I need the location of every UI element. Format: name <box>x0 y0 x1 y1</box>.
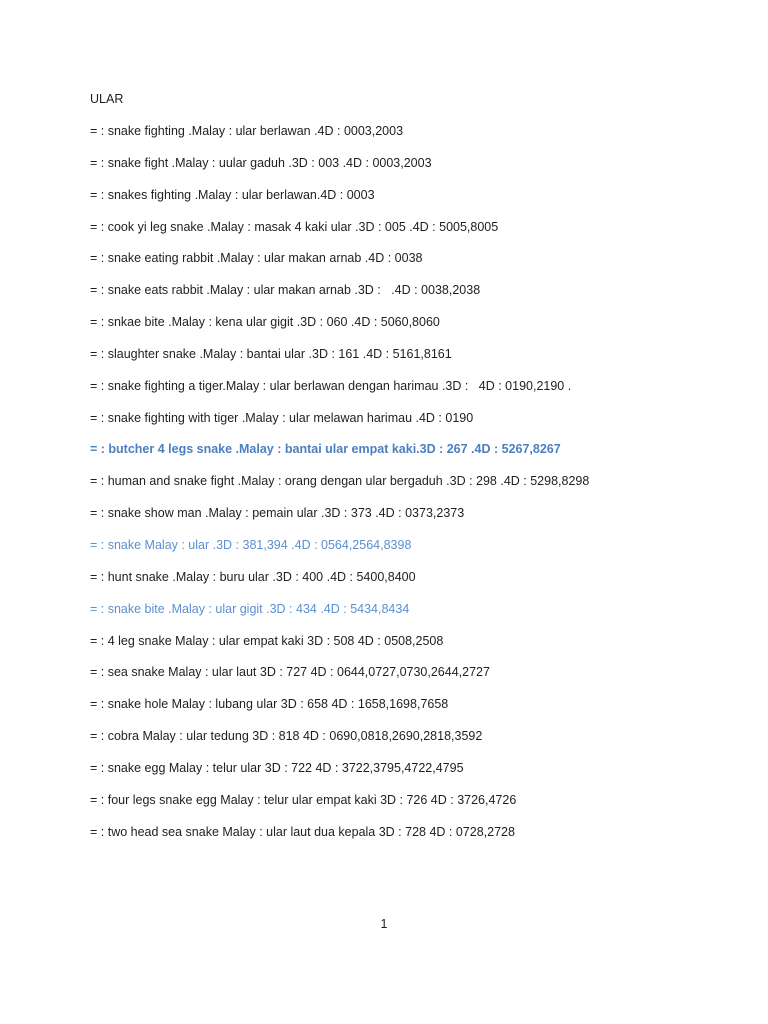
list-item: = : snake fight .Malay : uular gaduh .3D : 003 .4D : 0003,2003 <box>90 155 432 170</box>
list-item: = : cook yi leg snake .Malay : masak 4 kaki ular .3D : 005 .4D : 5005,8005 <box>90 219 499 234</box>
entry-list <box>90 123 589 855</box>
page-number: 1 <box>380 917 388 931</box>
list-item: = : four legs snake egg Malay : telur ular empat kaki 3D : 726 4D : 3726,4726 <box>90 792 517 807</box>
list-item: = : hunt snake .Malay : buru ular .3D : 400 .4D : 5400,8400 <box>90 569 416 584</box>
list-item: = : two head sea snake Malay : ular laut dua kepala 3D : 728 4D : 0728,2728 <box>90 824 515 839</box>
list-item: = : human and snake fight .Malay : orang dengan ular bergaduh .3D : 298 .4D : 5298,8298 <box>90 474 590 489</box>
list-item: = : snake eats rabbit .Malay : ular makan arnab .3D : .4D : 0038,2038 <box>90 283 481 298</box>
document-heading: ULAR <box>90 92 124 106</box>
list-item: = : slaughter snake .Malay : bantai ular .3D : 161 .4D : 5161,8161 <box>90 346 452 361</box>
list-item: = : cobra Malay : ular tedung 3D : 818 4D : 0690,0818,2690,2818,3592 <box>90 729 483 744</box>
list-item: = : 4 leg snake Malay : ular empat kaki 3D : 508 4D : 0508,2508 <box>90 633 444 648</box>
list-item: = : snake fighting .Malay : ular berlawan .4D : 0003,2003 <box>90 124 404 138</box>
list-item: = : snake egg Malay : telur ular 3D : 722 4D : 3722,3795,4722,4795 <box>90 760 464 775</box>
list-item: = : sea snake Malay : ular laut 3D : 727 4D : 0644,0727,0730,2644,2727 <box>90 665 490 680</box>
list-item: = : snake eating rabbit .Malay : ular makan arnab .4D : 0038 <box>90 251 423 266</box>
list-item: = : snake fighting a tiger.Malay : ular berlawan dengan harimau .3D : 4D : 0190,2190 . <box>90 378 572 393</box>
list-item: = : snake Malay : ular .3D : 381,394 .4D : 0564,2564,8398 <box>90 537 412 552</box>
list-item: = : snake fighting with tiger .Malay : ular melawan harimau .4D : 0190 <box>90 410 474 425</box>
list-item: = : snkae bite .Malay : kena ular gigit .3D : 060 .4D : 5060,8060 <box>90 315 440 330</box>
list-item: = : butcher 4 legs snake .Malay : bantai ular empat kaki.3D : 267 .4D : 5267,8267 <box>90 442 561 457</box>
list-item: = : snake hole Malay : lubang ular 3D : 658 4D : 1658,1698,7658 <box>90 697 449 712</box>
list-item: = : snakes fighting .Malay : ular berlawan.4D : 0003 <box>90 187 375 202</box>
list-item: = : snake bite .Malay : ular gigit .3D : 434 .4D : 5434,8434 <box>90 601 410 616</box>
list-item: = : snake show man .Malay : pemain ular .3D : 373 .4D : 0373,2373 <box>90 506 465 521</box>
